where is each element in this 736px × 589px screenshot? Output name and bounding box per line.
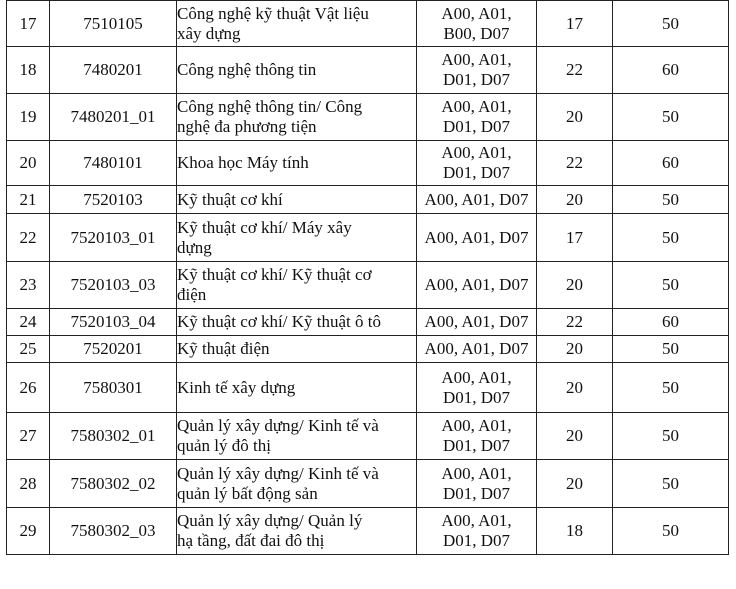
table-row <box>7 141 729 186</box>
min-score: 17 <box>537 214 613 262</box>
quota: 50 <box>613 1 729 47</box>
major-name <box>177 309 417 336</box>
quota: 60 <box>613 141 729 186</box>
major-name <box>177 413 417 460</box>
major-code: 7480201 <box>50 47 177 94</box>
major-name-line: Quản lý xây dựng/ Quản lý <box>177 511 363 530</box>
major-name <box>177 336 417 363</box>
combo-line: A00, A01, <box>441 143 512 162</box>
subject-combination <box>417 214 537 262</box>
combo-line: A00, A01, <box>441 416 512 435</box>
min-score: 20 <box>537 363 613 413</box>
table-row <box>7 214 729 262</box>
major-name-line: Quản lý xây dựng/ Kinh tế và <box>177 463 379 483</box>
major-name-line: Công nghệ thông tin <box>177 60 317 79</box>
table-row <box>7 336 729 363</box>
combo-line: A00, A01, D07 <box>424 339 529 358</box>
quota: 60 <box>613 47 729 94</box>
major-code: 7580302_02 <box>50 460 177 508</box>
subject-combination <box>417 363 537 413</box>
combo-line: A00, A01, <box>441 463 512 483</box>
min-score: 20 <box>537 336 613 363</box>
major-name <box>177 460 417 508</box>
quota: 50 <box>613 363 729 413</box>
table-row <box>7 1 729 47</box>
combo-line: A00, A01, <box>441 367 512 387</box>
table-row <box>7 94 729 141</box>
combo-line: D01, D07 <box>442 387 511 407</box>
table-row <box>7 413 729 460</box>
row-index: 24 <box>7 309 50 336</box>
major-code: 7520103_04 <box>50 309 177 336</box>
row-index: 18 <box>7 47 50 94</box>
quota: 50 <box>613 508 729 555</box>
major-code: 7520103_03 <box>50 262 177 309</box>
quota: 60 <box>613 309 729 336</box>
major-name-line: nghệ đa phương tiện <box>177 117 317 136</box>
major-name-line: Kỹ thuật điện <box>177 339 270 358</box>
major-code: 7480101 <box>50 141 177 186</box>
row-index: 28 <box>7 460 50 508</box>
quota: 50 <box>613 460 729 508</box>
quota: 50 <box>613 413 729 460</box>
major-name <box>177 508 417 555</box>
admissions-table <box>6 0 729 555</box>
combo-line: A00, A01, <box>441 50 512 69</box>
major-name-line: quản lý đô thị <box>177 436 271 455</box>
subject-combination <box>417 508 537 555</box>
row-index: 19 <box>7 94 50 141</box>
combo-line: A00, A01, D07 <box>424 189 529 209</box>
combo-line: D01, D07 <box>442 163 511 182</box>
min-score: 22 <box>537 309 613 336</box>
min-score: 20 <box>537 413 613 460</box>
major-name <box>177 1 417 47</box>
quota: 50 <box>613 262 729 309</box>
row-index: 26 <box>7 363 50 413</box>
major-name <box>177 214 417 262</box>
subject-combination <box>417 94 537 141</box>
row-index: 20 <box>7 141 50 186</box>
major-name-line: Công nghệ thông tin/ Công <box>177 97 363 116</box>
combo-line: A00, A01, D07 <box>424 227 529 247</box>
min-score: 20 <box>537 94 613 141</box>
major-name <box>177 363 417 413</box>
table-row <box>7 363 729 413</box>
combo-line: A00, A01, D07 <box>424 275 529 294</box>
table-row <box>7 186 729 214</box>
subject-combination <box>417 460 537 508</box>
combo-line: A00, A01, <box>441 97 512 116</box>
subject-combination <box>417 336 537 363</box>
major-name-line: Kinh tế xây dựng <box>177 377 296 397</box>
quota: 50 <box>613 94 729 141</box>
major-name-line: Khoa học Máy tính <box>177 153 309 172</box>
major-name <box>177 262 417 309</box>
major-code: 7480201_01 <box>50 94 177 141</box>
major-code: 7510105 <box>50 1 177 47</box>
major-name-line: Kỹ thuật cơ khí/ Máy xây <box>177 217 352 237</box>
min-score: 20 <box>537 460 613 508</box>
min-score: 17 <box>537 1 613 47</box>
major-name-line: điện <box>177 285 207 304</box>
quota: 50 <box>613 214 729 262</box>
combo-line: D01, D07 <box>442 436 511 455</box>
major-code: 7520201 <box>50 336 177 363</box>
major-name-line: dựng <box>177 237 212 257</box>
table-row <box>7 262 729 309</box>
table-row <box>7 309 729 336</box>
combo-line: A00, A01, D07 <box>424 312 529 331</box>
row-index: 23 <box>7 262 50 309</box>
combo-line: D01, D07 <box>442 70 511 89</box>
major-name-line: Công nghệ kỹ thuật Vật liệu <box>177 3 369 23</box>
min-score: 22 <box>537 141 613 186</box>
min-score: 22 <box>537 47 613 94</box>
major-name-line: Kỹ thuật cơ khí/ Kỹ thuật ô tô <box>177 312 381 331</box>
subject-combination <box>417 47 537 94</box>
min-score: 18 <box>537 508 613 555</box>
quota: 50 <box>613 336 729 363</box>
subject-combination <box>417 1 537 47</box>
major-name <box>177 94 417 141</box>
major-name-line: Kỹ thuật cơ khí <box>177 189 283 209</box>
major-name-line: Kỹ thuật cơ khí/ Kỹ thuật cơ <box>177 265 372 284</box>
combo-line: D01, D07 <box>442 483 511 503</box>
combo-line: D01, D07 <box>442 117 511 136</box>
row-index: 27 <box>7 413 50 460</box>
major-code: 7520103 <box>50 186 177 214</box>
combo-line: A00, A01, <box>441 511 512 530</box>
major-name-line: xây dựng <box>177 23 241 43</box>
combo-line: B00, D07 <box>443 23 510 43</box>
major-code: 7580302_01 <box>50 413 177 460</box>
combo-line: A00, A01, <box>441 3 512 23</box>
row-index: 29 <box>7 508 50 555</box>
subject-combination <box>417 186 537 214</box>
major-name-line: hạ tầng, đất đai đô thị <box>177 531 325 550</box>
min-score: 20 <box>537 186 613 214</box>
subject-combination <box>417 141 537 186</box>
major-code: 7580301 <box>50 363 177 413</box>
major-name <box>177 141 417 186</box>
subject-combination <box>417 413 537 460</box>
table-row <box>7 508 729 555</box>
major-name-line: quản lý bất động sản <box>177 483 318 503</box>
row-index: 25 <box>7 336 50 363</box>
major-code: 7580302_03 <box>50 508 177 555</box>
row-index: 22 <box>7 214 50 262</box>
subject-combination <box>417 309 537 336</box>
quota: 50 <box>613 186 729 214</box>
row-index: 21 <box>7 186 50 214</box>
table-row <box>7 47 729 94</box>
row-index: 17 <box>7 1 50 47</box>
major-code: 7520103_01 <box>50 214 177 262</box>
combo-line: D01, D07 <box>442 531 511 550</box>
major-name <box>177 186 417 214</box>
subject-combination <box>417 262 537 309</box>
major-name-line: Quản lý xây dựng/ Kinh tế và <box>177 416 379 435</box>
min-score: 20 <box>537 262 613 309</box>
major-name <box>177 47 417 94</box>
table-body <box>7 1 729 555</box>
table-row <box>7 460 729 508</box>
